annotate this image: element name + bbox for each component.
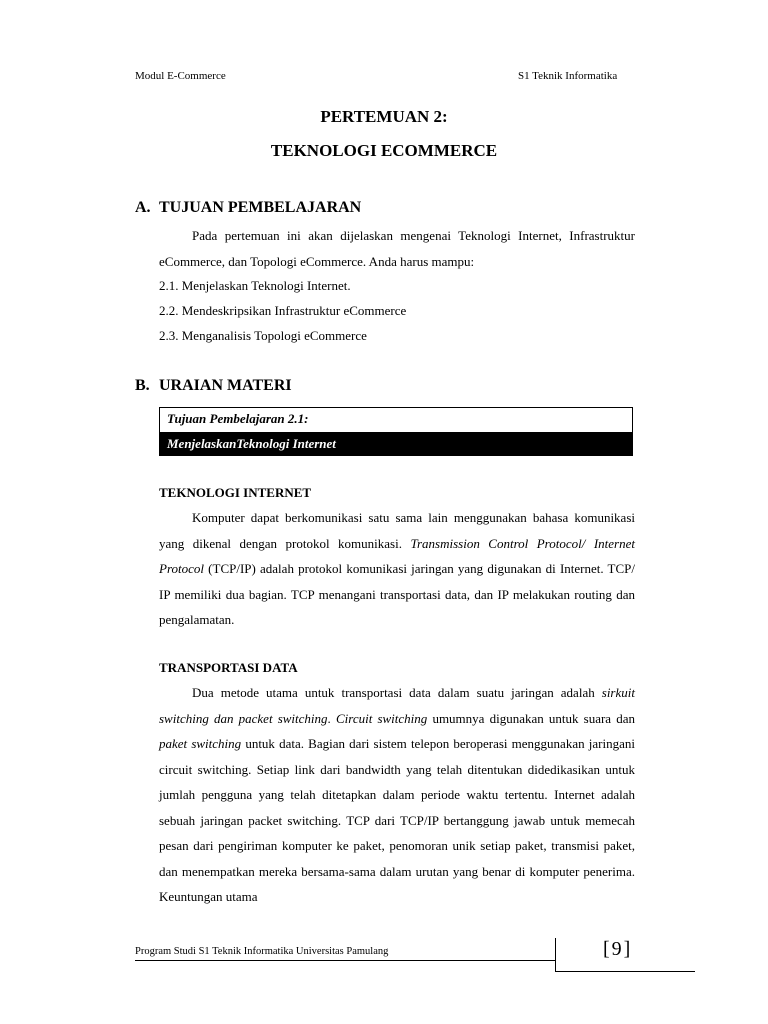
learning-objective-title: MenjelaskanTeknologi Internet — [167, 436, 336, 451]
section-b-letter: B. — [135, 377, 150, 394]
teknologi-internet-paragraph — [159, 505, 635, 633]
footer-vertical-divider — [555, 938, 556, 971]
paragraph-text: Dua metode utama untuk transportasi data dalam suatu jaringan adalah — [192, 685, 602, 700]
objective-item: 2.3. Menganalisis Topologi eCommerce — [159, 328, 367, 343]
transportasi-data-heading: TRANSPORTASI DATA — [159, 660, 298, 675]
paragraph-text: untuk data. Bagian dari sistem telepon beroperasi menggunakan jaringani circuit switching. Setiap link dari bandwidth yang telah ditentukan didedikasikan untuk jumlah pengguna yang telah ditetapkan dalam periode waktu tertentu. Internet adalah sebuah jaringan packet switching. TCP dari TCP/IP bertanggung jawab untuk memecah pesan dari pengiriman komputer ke paket, penomoran unik setiap paket, transmisi paket, dan menempatkan mereka bersama-sama dalam urutan yang benar di komputer penerima. Keuntungan utama — [159, 736, 635, 904]
paragraph-text: Komputer dapat berkomunikasi satu sama lain menggunakan bahasa komunikasi yang dikenal dengan protokol komunikasi. — [159, 510, 635, 551]
page-title-line2: TEKNOLOGI ECOMMERCE — [270, 141, 498, 160]
section-b-title: URAIAN MATERI — [159, 377, 292, 394]
paragraph-text: umumnya digunakan untuk suara dan — [427, 710, 635, 726]
footer-institution: Program Studi S1 Teknik Informatika Universitas Pamulang — [135, 946, 389, 957]
paragraph-italic-text: sirkuit switching dan packet switching — [159, 685, 635, 726]
section-b-heading — [135, 377, 292, 395]
paragraph-text: (TCP/IP) adalah protokol komunikasi jaringan yang digunakan di Internet. TCP/ IP memiliki dua bagian. TCP menangani transportasi data, dan IP melakukan routing dan pengalamatan. — [159, 561, 635, 627]
header-program-name: S1 Teknik Informatika — [518, 70, 618, 82]
learning-objective-box — [159, 407, 633, 456]
section-a-letter: A. — [135, 199, 151, 216]
page-title-line1: PERTEMUAN 2: — [320, 107, 448, 126]
paragraph-italic-text: paket switching — [159, 736, 242, 751]
objective-item: 2.1. Menjelaskan Teknologi Internet. — [159, 278, 351, 293]
footer-divider — [135, 960, 555, 961]
paragraph-text: . — [327, 710, 336, 726]
section-a-heading — [135, 199, 361, 217]
page-number: [9] — [603, 938, 633, 960]
footer-divider-right — [555, 971, 695, 972]
section-a-intro: Pada pertemuan ini akan dijelaskan mengenai Teknologi Internet, Infrastruktur eCommerce, dan Topologi eCommerce. Anda harus mampu: — [159, 228, 635, 269]
header-module-name: Modul E-Commerce — [135, 70, 226, 82]
learning-objective-label-row — [160, 408, 632, 432]
objective-item: 2.2. Mendeskripsikan Infrastruktur eCommerce — [159, 303, 407, 318]
section-a-title: TUJUAN PEMBELAJARAN — [159, 199, 362, 216]
teknologi-internet-heading: TEKNOLOGI INTERNET — [159, 485, 312, 500]
learning-objective-title-row — [160, 432, 632, 456]
transportasi-data-paragraph — [159, 680, 635, 910]
paragraph-italic-text: Circuit switching — [335, 710, 428, 726]
paragraph-italic-text: Transmission Control Protocol/ Internet Protocol — [159, 535, 636, 576]
learning-objective-label: Tujuan Pembelajaran 2.1: — [167, 411, 309, 426]
